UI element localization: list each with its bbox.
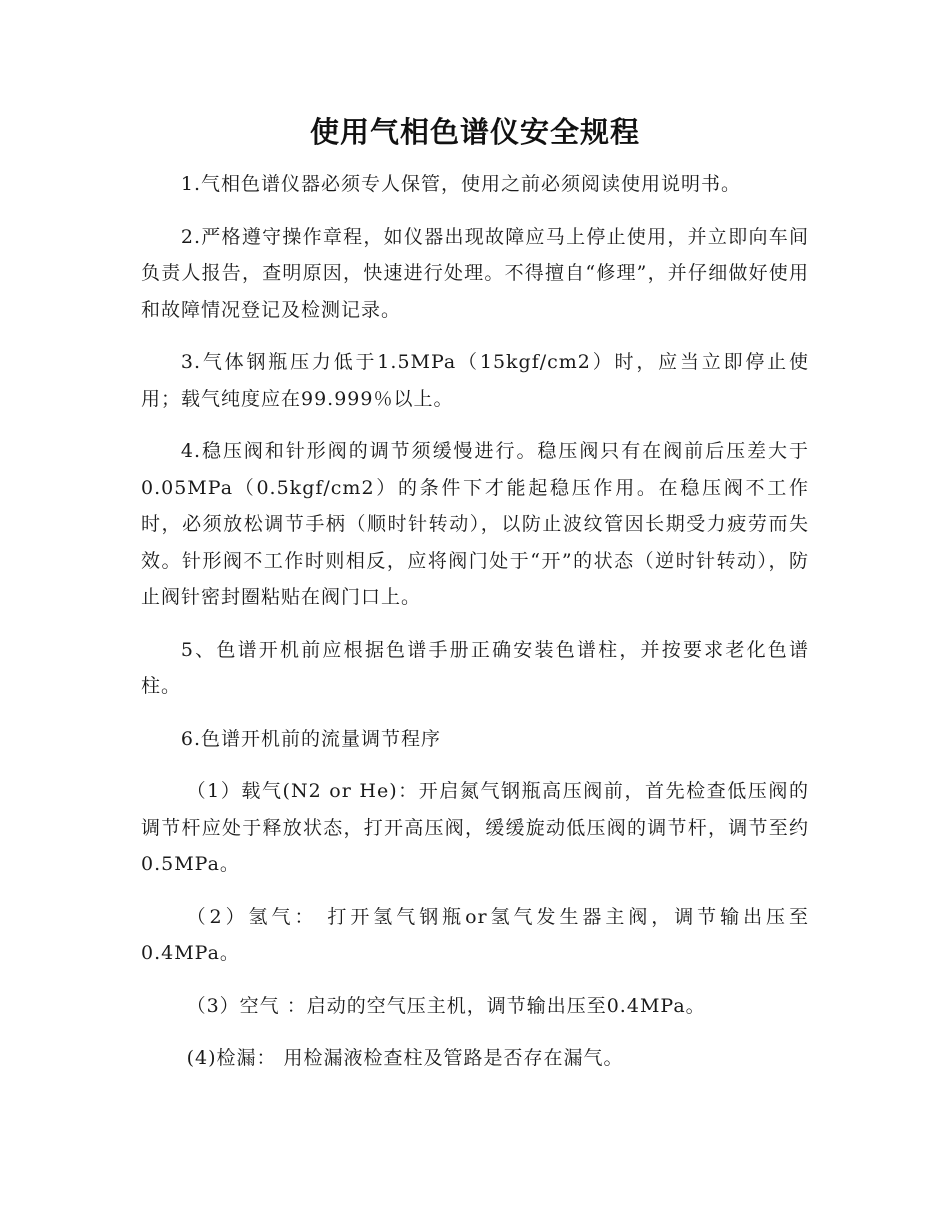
paragraph-5: 5、色谱开机前应根据色谱手册正确安装色谱柱，并按要求老化色谱柱。 — [141, 638, 809, 697]
paragraph-3: 3.气体钢瓶压力低于1.5MPa（15kgf/cm2）时，应当立即停止使用；载气纯度应在99.999％以上。 — [141, 351, 809, 410]
document-title: 使用气相色谱仪安全规程 — [309, 115, 640, 149]
paragraph-4: 4.稳压阀和针形阀的调节须缓慢进行。稳压阀只有在阀前后压差大于0.05MPa（0.5kgf/cm2）的条件下才能起稳压作用。在稳压阀不工作时，必须放松调节手柄（顺时针转动），以防止波纹管因长期受力疲劳而失效。针形阀不工作时则相反，应将阀门处于“开”的状态（逆时针转动），防止阀针密封圈粘贴在阀门口上。 — [141, 440, 809, 608]
document-body — [141, 166, 809, 1093]
paragraph-6-3: （3）空气 ：启动的空气压主机，调节输出压至0.4MPa。 — [186, 994, 706, 1017]
paragraph-6-4: (4)检漏： 用检漏液检查柱及管路是否存在漏气。 — [186, 1047, 624, 1069]
paragraph-1: 1.气相色谱仪器必须专人保管，使用之前必须阅读使用说明书。 — [180, 173, 742, 195]
paragraph-6: 6.色谱开机前的流量调节程序 — [180, 727, 442, 750]
paragraph-6-2: （2）氢气： 打开氢气钢瓶or氢气发生器主阀，调节输出压至0.4MPa。 — [141, 905, 809, 964]
paragraph-6-1: （1）载气(N2 or He)：开启氮气钢瓶高压阀前，首先检查低压阀的调节杆应处于释放状态，打开高压阀，缓缓旋动低压阀的调节杆，调节至约0.5MPa。 — [141, 780, 809, 875]
paragraph-2: 2.严格遵守操作章程，如仪器出现故障应马上停止使用，并立即向车间负责人报告，查明原因，快速进行处理。不得擅自“修理”，并仔细做好使用和故障情况登记及检测记录。 — [141, 225, 809, 321]
